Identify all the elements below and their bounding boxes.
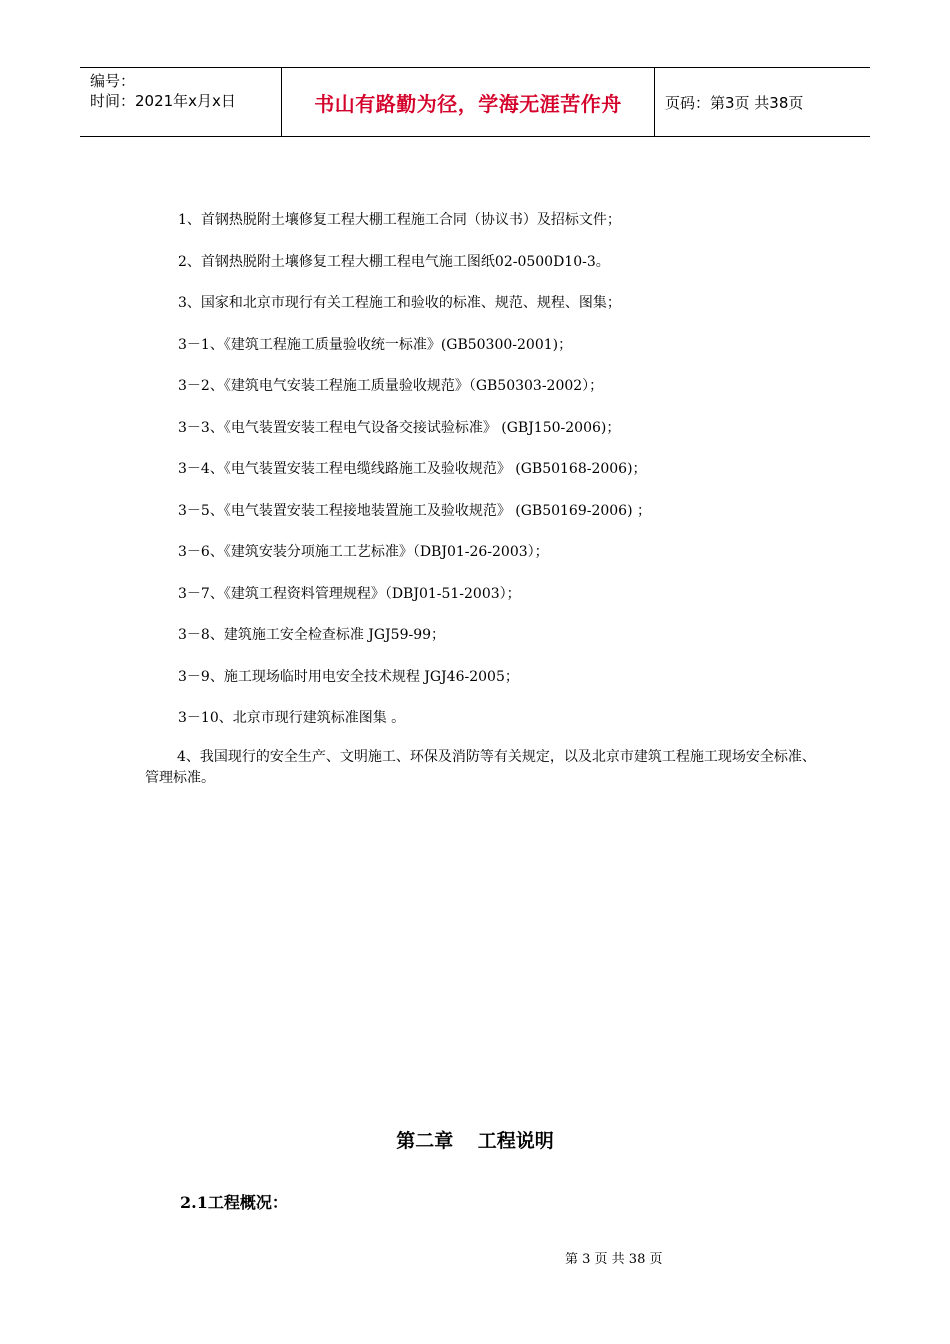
section-title: 2.1工程概况： bbox=[180, 1193, 288, 1212]
list-item: 3、国家和北京市现行有关工程施工和验收的标准、规范、规程、图集； bbox=[178, 295, 621, 311]
header-page-info: 页码：第3页 共38页 bbox=[665, 93, 804, 112]
list-item: 3－10、北京市现行建筑标准图集 。 bbox=[178, 710, 406, 726]
number-label: 编号： bbox=[90, 72, 136, 90]
list-item: 3－1、《建筑工程施工质量验收统一标准》(GB50300-2001)； bbox=[178, 337, 573, 353]
list-item: 3－2、《建筑电气安装工程施工质量验收规范》（GB50303-2002）； bbox=[178, 378, 604, 394]
list-item: 3－9、施工现场临时用电安全技术规程 JGJ46-2005； bbox=[178, 669, 519, 685]
list-item: 1、首钢热脱附土壤修复工程大棚工程施工合同（协议书）及招标文件； bbox=[178, 212, 621, 228]
list-item: 3－3、《电气装置安装工程电气设备交接试验标准》 (GBJ150-2006)； bbox=[178, 420, 621, 436]
list-item: 2、首钢热脱附土壤修复工程大棚工程电气施工图纸02-0500D10-3。 bbox=[178, 254, 610, 270]
header-divider bbox=[654, 68, 655, 136]
chapter-title: 第二章 工程说明 bbox=[396, 1130, 554, 1152]
time-label: 时间：2021年x月x日 bbox=[90, 92, 236, 110]
list-item: 3－7、《建筑工程资料管理规程》（DBJ01-51-2003）； bbox=[178, 586, 521, 602]
list-item: 3－5、《电气装置安装工程接地装置施工及验收规范》 (GB50169-2006) ； bbox=[178, 503, 652, 519]
list-item: 3－6、《建筑安装分项施工工艺标准》（DBJ01-26-2003）； bbox=[178, 544, 549, 560]
paragraph-4: 4、我国现行的安全生产、文明施工、环保及消防等有关规定，以及北京市建筑工程施工现场安全标准、管理标准。 bbox=[145, 749, 816, 786]
list-item: 3－8、建筑施工安全检查标准 JGJ59-99； bbox=[178, 627, 446, 643]
page-footer: 第 3 页 共 38 页 bbox=[565, 1252, 663, 1267]
list-item: 3－4、《电气装置安装工程电缆线路施工及验收规范》 (GB50168-2006)； bbox=[178, 461, 647, 477]
header-motto: 书山有路勤为径，学海无涯苦作舟 bbox=[314, 91, 622, 116]
page-header bbox=[80, 67, 870, 137]
header-left-cell bbox=[80, 68, 280, 136]
